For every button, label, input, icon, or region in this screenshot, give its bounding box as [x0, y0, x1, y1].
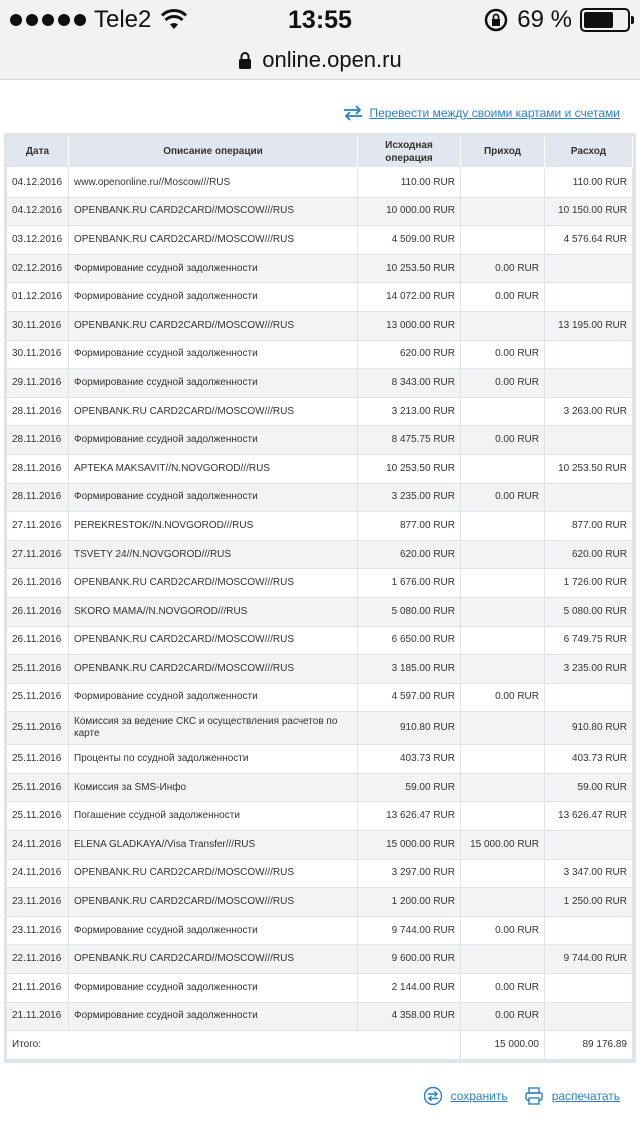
cell-income: [461, 512, 545, 541]
cell-expense: 13 626.47 RUR: [545, 802, 633, 831]
cell-description: Комиссия за ведение СКС и осуществления расчетов по карте: [69, 712, 358, 745]
cell-income: 0.00 RUR: [461, 484, 545, 513]
table-row: [7, 169, 633, 198]
cell-description: Формирование ссудной задолженности: [69, 1003, 358, 1032]
table-row: [7, 1003, 633, 1032]
lock-icon: [238, 51, 252, 69]
transfer-link[interactable]: Перевести между своими картами и счетами: [369, 106, 620, 120]
cell-description: APTEKA MAKSAVIT//N.NOVGOROD///RUS: [69, 455, 358, 484]
cell-date: 24.11.2016: [7, 831, 69, 860]
cell-date: 04.12.2016: [7, 169, 69, 198]
total-row: [7, 1031, 633, 1060]
url-text: online.open.ru: [262, 46, 402, 72]
table-row: [7, 888, 633, 917]
cell-date: 28.11.2016: [7, 398, 69, 427]
cell-income: [461, 745, 545, 774]
table-row: [7, 255, 633, 284]
table-row: [7, 860, 633, 889]
total-label: Итого:: [7, 1031, 461, 1060]
cell-original: 3 235.00 RUR: [358, 484, 461, 513]
cell-expense: 3 235.00 RUR: [545, 655, 633, 684]
cell-date: 02.12.2016: [7, 255, 69, 284]
status-bar: [0, 0, 640, 40]
cell-income: [461, 860, 545, 889]
cell-income: [461, 455, 545, 484]
status-right: [483, 6, 630, 34]
cell-date: 28.11.2016: [7, 484, 69, 513]
cell-expense: [545, 831, 633, 860]
cell-description: OPENBANK.RU CARD2CARD//MOSCOW///RUS: [69, 860, 358, 889]
table-row: [7, 945, 633, 974]
table-row: [7, 484, 633, 513]
cell-date: 25.11.2016: [7, 684, 69, 713]
cell-date: 26.11.2016: [7, 598, 69, 627]
column-header-expense: Расход: [545, 136, 633, 169]
battery-icon: [580, 8, 630, 32]
cell-description: Формирование ссудной задолженности: [69, 426, 358, 455]
cell-expense: [545, 917, 633, 946]
cell-description: Формирование ссудной задолженности: [69, 484, 358, 513]
table-row: [7, 974, 633, 1003]
cell-expense: [545, 341, 633, 370]
table-row: [7, 369, 633, 398]
cell-original: 5 080.00 RUR: [358, 598, 461, 627]
table-row: [7, 512, 633, 541]
cell-expense: [545, 369, 633, 398]
table-row: [7, 541, 633, 570]
cell-income: 0.00 RUR: [461, 974, 545, 1003]
cell-original: 3 297.00 RUR: [358, 860, 461, 889]
table-row: [7, 426, 633, 455]
cell-expense: 13 195.00 RUR: [545, 312, 633, 341]
cell-expense: [545, 684, 633, 713]
cell-expense: 877.00 RUR: [545, 512, 633, 541]
cell-original: 8 343.00 RUR: [358, 369, 461, 398]
cell-original: 10 000.00 RUR: [358, 198, 461, 227]
cell-date: 24.11.2016: [7, 860, 69, 889]
battery-percent: 69 %: [517, 6, 572, 33]
print-link[interactable]: распечатать: [551, 1089, 620, 1103]
table-row: [7, 684, 633, 713]
status-time: 13:55: [288, 6, 352, 34]
cell-expense: 620.00 RUR: [545, 541, 633, 570]
cell-original: 620.00 RUR: [358, 541, 461, 570]
cell-expense: 110.00 RUR: [545, 169, 633, 198]
orientation-lock-icon: [483, 7, 509, 33]
table-row: [7, 917, 633, 946]
cell-expense: 403.73 RUR: [545, 745, 633, 774]
cell-original: 59.00 RUR: [358, 774, 461, 803]
cell-expense: 10 253.50 RUR: [545, 455, 633, 484]
cell-expense: 3 347.00 RUR: [545, 860, 633, 889]
cell-income: [461, 569, 545, 598]
cell-date: 21.11.2016: [7, 974, 69, 1003]
cell-expense: [545, 484, 633, 513]
cell-description: Формирование ссудной задолженности: [69, 283, 358, 312]
cell-description: OPENBANK.RU CARD2CARD//MOSCOW///RUS: [69, 655, 358, 684]
table-row: [7, 283, 633, 312]
cell-original: 4 509.00 RUR: [358, 226, 461, 255]
cell-description: OPENBANK.RU CARD2CARD//MOSCOW///RUS: [69, 312, 358, 341]
cell-income: [461, 774, 545, 803]
footer-actions: [407, 1086, 620, 1106]
total-income: 15 000.00: [461, 1031, 545, 1060]
cell-original: 403.73 RUR: [358, 745, 461, 774]
table-row: [7, 569, 633, 598]
cell-expense: 6 749.75 RUR: [545, 627, 633, 656]
cell-date: 25.11.2016: [7, 802, 69, 831]
cell-income: [461, 598, 545, 627]
cell-original: 8 475.75 RUR: [358, 426, 461, 455]
cell-expense: 10 150.00 RUR: [545, 198, 633, 227]
cell-description: OPENBANK.RU CARD2CARD//MOSCOW///RUS: [69, 945, 358, 974]
cell-original: 1 200.00 RUR: [358, 888, 461, 917]
cell-expense: 9 744.00 RUR: [545, 945, 633, 974]
table-row: [7, 226, 633, 255]
cell-income: 0.00 RUR: [461, 341, 545, 370]
table-row: [7, 655, 633, 684]
cell-original: 4 358.00 RUR: [358, 1003, 461, 1032]
cell-description: Формирование ссудной задолженности: [69, 369, 358, 398]
table-row: [7, 398, 633, 427]
cell-description: OPENBANK.RU CARD2CARD//MOSCOW///RUS: [69, 888, 358, 917]
cell-date: 22.11.2016: [7, 945, 69, 974]
cell-original: 1 676.00 RUR: [358, 569, 461, 598]
status-left: [10, 6, 187, 34]
signal-strength-icon: [10, 14, 86, 26]
wifi-icon: [161, 9, 187, 31]
cell-income: [461, 312, 545, 341]
cell-date: 25.11.2016: [7, 774, 69, 803]
cell-description: PEREKRESTOK//N.NOVGOROD///RUS: [69, 512, 358, 541]
cell-expense: 5 080.00 RUR: [545, 598, 633, 627]
table-header-row: [7, 136, 633, 169]
cell-original: 110.00 RUR: [358, 169, 461, 198]
table-row: [7, 745, 633, 774]
cell-description: OPENBANK.RU CARD2CARD//MOSCOW///RUS: [69, 198, 358, 227]
table-row: [7, 341, 633, 370]
cell-description: www.openonline.ru//Moscow///RUS: [69, 169, 358, 198]
cell-expense: 3 263.00 RUR: [545, 398, 633, 427]
cell-income: [461, 398, 545, 427]
cell-original: 4 597.00 RUR: [358, 684, 461, 713]
table-row: [7, 831, 633, 860]
cell-original: 10 253.50 RUR: [358, 455, 461, 484]
cell-original: 910.80 RUR: [358, 712, 461, 745]
table-row: [7, 455, 633, 484]
cell-income: 15 000.00 RUR: [461, 831, 545, 860]
cell-description: OPENBANK.RU CARD2CARD//MOSCOW///RUS: [69, 627, 358, 656]
cell-original: 15 000.00 RUR: [358, 831, 461, 860]
cell-income: [461, 712, 545, 745]
cell-income: [461, 655, 545, 684]
total-expense: 89 176.89: [545, 1031, 633, 1060]
cell-expense: 1 726.00 RUR: [545, 569, 633, 598]
cell-date: 03.12.2016: [7, 226, 69, 255]
cell-description: SKORO MAMA//N.NOVGOROD///RUS: [69, 598, 358, 627]
cell-original: 3 213.00 RUR: [358, 398, 461, 427]
cell-date: 26.11.2016: [7, 569, 69, 598]
table-row: [7, 627, 633, 656]
cell-income: [461, 541, 545, 570]
cell-expense: 4 576.64 RUR: [545, 226, 633, 255]
cell-expense: [545, 426, 633, 455]
cell-description: Проценты по ссудной задолженности: [69, 745, 358, 774]
cell-date: 27.11.2016: [7, 541, 69, 570]
cell-income: [461, 627, 545, 656]
cell-original: 620.00 RUR: [358, 341, 461, 370]
cell-income: 0.00 RUR: [461, 1003, 545, 1032]
printer-icon: [524, 1086, 544, 1106]
cell-description: Погашение ссудной задолженности: [69, 802, 358, 831]
cell-income: [461, 198, 545, 227]
cell-date: 28.11.2016: [7, 426, 69, 455]
save-arrows-icon: [423, 1086, 443, 1106]
cell-description: OPENBANK.RU CARD2CARD//MOSCOW///RUS: [69, 398, 358, 427]
cell-original: 14 072.00 RUR: [358, 283, 461, 312]
cell-description: Формирование ссудной задолженности: [69, 341, 358, 370]
cell-date: 28.11.2016: [7, 455, 69, 484]
transfer-link-row[interactable]: [342, 104, 621, 122]
cell-expense: [545, 1003, 633, 1032]
cell-description: TSVETY 24//N.NOVGOROD///RUS: [69, 541, 358, 570]
cell-description: OPENBANK.RU CARD2CARD//MOSCOW///RUS: [69, 226, 358, 255]
table-row: [7, 198, 633, 227]
column-header-income: Приход: [461, 136, 545, 169]
column-header-date: Дата: [7, 136, 69, 169]
cell-date: 30.11.2016: [7, 341, 69, 370]
cell-expense: [545, 974, 633, 1003]
cell-income: 0.00 RUR: [461, 426, 545, 455]
column-header-original: Исходная операция: [358, 136, 461, 169]
cell-description: Формирование ссудной задолженности: [69, 684, 358, 713]
cell-original: 13 626.47 RUR: [358, 802, 461, 831]
cell-date: 23.11.2016: [7, 917, 69, 946]
cell-original: 6 650.00 RUR: [358, 627, 461, 656]
cell-expense: 910.80 RUR: [545, 712, 633, 745]
cell-expense: 1 250.00 RUR: [545, 888, 633, 917]
cell-date: 30.11.2016: [7, 312, 69, 341]
cell-description: Комиссия за SMS-Инфо: [69, 774, 358, 803]
cell-description: Формирование ссудной задолженности: [69, 974, 358, 1003]
cell-date: 26.11.2016: [7, 627, 69, 656]
operations-table: [7, 136, 633, 1060]
cell-income: 0.00 RUR: [461, 917, 545, 946]
cell-date: 04.12.2016: [7, 198, 69, 227]
cell-income: 0.00 RUR: [461, 255, 545, 284]
cell-original: 877.00 RUR: [358, 512, 461, 541]
cell-date: 01.12.2016: [7, 283, 69, 312]
cell-original: 9 600.00 RUR: [358, 945, 461, 974]
cell-description: Формирование ссудной задолженности: [69, 255, 358, 284]
cell-original: 10 253.50 RUR: [358, 255, 461, 284]
cell-income: [461, 945, 545, 974]
cell-original: 9 744.00 RUR: [358, 917, 461, 946]
table-row: [7, 712, 633, 745]
table-row: [7, 774, 633, 803]
cell-date: 23.11.2016: [7, 888, 69, 917]
column-header-description: Описание операции: [69, 136, 358, 169]
cell-date: 27.11.2016: [7, 512, 69, 541]
print-action[interactable]: [524, 1086, 620, 1106]
cell-expense: 59.00 RUR: [545, 774, 633, 803]
cell-original: 2 144.00 RUR: [358, 974, 461, 1003]
cell-income: [461, 888, 545, 917]
cell-income: [461, 226, 545, 255]
cell-date: 25.11.2016: [7, 745, 69, 774]
cell-description: ELENA GLADKAYA//Visa Transfer///RUS: [69, 831, 358, 860]
cell-description: Формирование ссудной задолженности: [69, 917, 358, 946]
carrier-name: Tele2: [94, 6, 152, 33]
cell-original: 3 185.00 RUR: [358, 655, 461, 684]
cell-date: 25.11.2016: [7, 712, 69, 745]
cell-income: 0.00 RUR: [461, 283, 545, 312]
save-action[interactable]: [423, 1086, 508, 1106]
address-bar[interactable]: [0, 40, 640, 80]
cell-expense: [545, 283, 633, 312]
cell-description: OPENBANK.RU CARD2CARD//MOSCOW///RUS: [69, 569, 358, 598]
cell-income: [461, 169, 545, 198]
cell-expense: [545, 255, 633, 284]
cell-date: 25.11.2016: [7, 655, 69, 684]
cell-income: 0.00 RUR: [461, 684, 545, 713]
cell-income: [461, 802, 545, 831]
cell-income: 0.00 RUR: [461, 369, 545, 398]
operations-table-container: [4, 133, 636, 1063]
table-row: [7, 598, 633, 627]
cell-original: 13 000.00 RUR: [358, 312, 461, 341]
cell-date: 21.11.2016: [7, 1003, 69, 1032]
table-row: [7, 312, 633, 341]
cell-date: 29.11.2016: [7, 369, 69, 398]
transfer-arrows-icon: [342, 104, 364, 122]
save-link[interactable]: сохранить: [450, 1089, 508, 1103]
table-row: [7, 802, 633, 831]
